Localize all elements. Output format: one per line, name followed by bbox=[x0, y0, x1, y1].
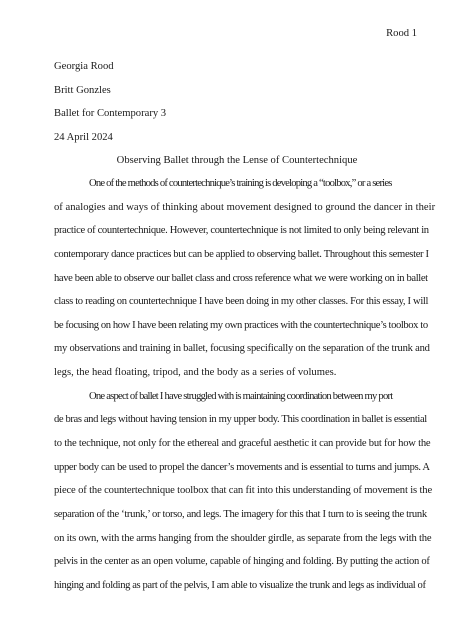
paragraph-line: piece of the countertechnique toolbox that can fit into this understanding of movement is the bbox=[54, 485, 433, 497]
paragraph-line: hinging and folding as part of the pelvis, I am able to visualize the trunk and legs as individual of bbox=[54, 579, 426, 591]
paragraph-line: be focusing on how I have been relating my own practices with the countertechnique’s toolbox to bbox=[54, 319, 428, 331]
essay-title: Observing Ballet through the Lense of Countertechnique bbox=[116, 155, 358, 166]
mla-heading bbox=[54, 55, 434, 149]
paragraph-line: on its own, with the arms hanging from the shoulder girdle, as separate from the legs with the bbox=[54, 532, 432, 544]
instructor-name: Britt Gonzles bbox=[54, 84, 111, 96]
paragraph-line: class to reading on countertechnique I have been doing in my other classes. For this essay, I will bbox=[54, 296, 429, 308]
essay-body bbox=[54, 172, 435, 598]
paragraph-line: to the technique, not only for the ethereal and graceful aesthetic it can provide but for how the bbox=[54, 438, 431, 450]
running-head: Rood 1 bbox=[386, 28, 417, 39]
paragraph-line: practice of countertechnique. However, countertechnique is not limited to only being relevant in bbox=[54, 225, 429, 237]
paragraph-line: upper body can be used to propel the dancer’s movements and is essential to turns and jumps. A bbox=[54, 461, 430, 473]
paragraph-line: legs, the head floating, tripod, and the body as a series of volumes. bbox=[54, 367, 337, 379]
date: 24 April 2024 bbox=[54, 131, 113, 143]
course-name: Ballet for Contemporary 3 bbox=[54, 108, 167, 120]
paragraph-line: pelvis in the center as an open volume, capable of hinging and folding. By putting the action of bbox=[54, 556, 430, 568]
paragraph-line: my observations and training in ballet, focusing specifically on the separation of the trunk and bbox=[54, 343, 430, 355]
paragraph-line: of analogies and ways of thinking about movement designed to ground the dancer in their bbox=[54, 201, 436, 213]
paragraph-line: have been able to observe our ballet class and cross reference what we were working on in ballet bbox=[54, 272, 428, 284]
paragraph-line: contemporary dance practices but can be applied to observing ballet. Throughout this semester I bbox=[54, 248, 429, 260]
paragraph-1 bbox=[54, 172, 435, 385]
paragraph-2 bbox=[54, 385, 435, 598]
paragraph-line: One aspect of ballet I have struggled with is maintaining coordination between my port bbox=[89, 390, 393, 402]
author-name: Georgia Rood bbox=[54, 61, 114, 72]
paragraph-line: separation of the ‘trunk,’ or torso, and legs. The imagery for this that I turn to is seeing the trunk bbox=[54, 508, 427, 520]
paragraph-line: One of the methods of countertechnique’s training is developing a “toolbox,” or a series bbox=[89, 178, 392, 189]
paragraph-line: de bras and legs without having tension in my upper body. This coordination in ballet is essential bbox=[54, 414, 427, 426]
